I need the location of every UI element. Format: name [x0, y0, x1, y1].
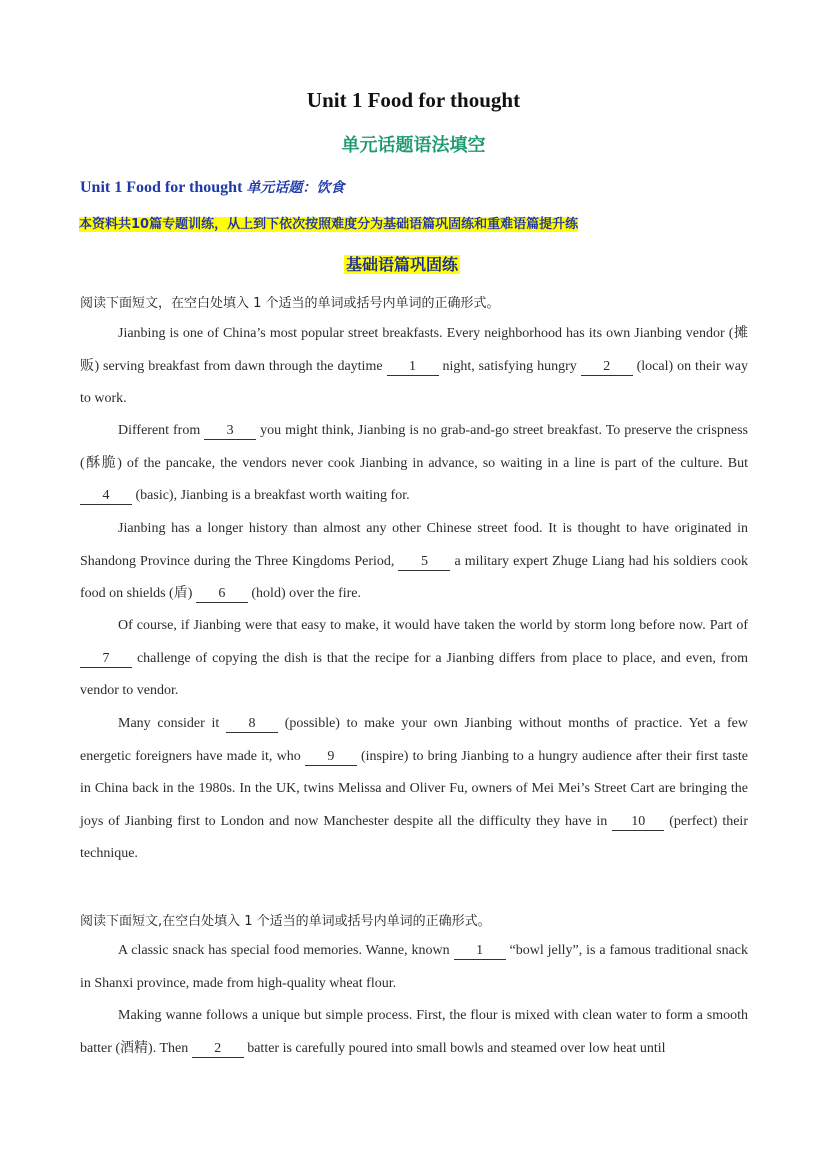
answer-blank[interactable]: 3 [204, 423, 256, 440]
section-heading-text: 基础语篇巩固练 [346, 255, 459, 274]
passage2-instruction: 阅读下面短文,在空白处填入 1 个适当的单词或括号内单词的正确形式。 [80, 914, 491, 929]
unit-topic-cn: 单元话题：饮食 [246, 180, 345, 196]
passage1-paragraph-5: Many consider it 8 (possible) to make your own Jianbing without months of practice. Yet a few energetic foreigners have made it, who 9 (inspire) to bring Jianbing to a hungry audience after their first taste in China back in the 1980s. In the UK, twins Melissa and Oliver Fu, owners of Mei Mei’s Street Cart are bringing the joys of Jianbing first to London and now Manchester despite all the difficulty they have in 10 (perfect) their technique. [80, 716, 748, 862]
answer-blank[interactable]: 8 [226, 716, 278, 733]
passage1-paragraph-2: Different from 3 you might think, Jianbing is no grab-and-go street breakfast. To preserve the crispness (酥脆) of the pancake, the vendors never cook Jianbing in advance, so waiting in a line is part of the culture. But 4 (basic), Jianbing is a breakfast worth waiting for. [80, 423, 748, 504]
passage1-paragraph-1: Jianbing is one of China’s most popular street breakfasts. Every neighborhood has its own Jianbing vendor (摊贩) serving breakfast from dawn through the daytime 1 night, satisfying hungry 2 (local) on their way to work. [80, 326, 748, 407]
notice-text: 本资料共10篇专题训练，从上到下依次按照难度分为基础语篇巩固练和重难语篇提升练 [79, 217, 579, 232]
answer-blank[interactable]: 10 [612, 814, 664, 831]
document-title: Unit 1 Food for thought [306, 88, 521, 112]
answer-blank[interactable]: 1 [454, 943, 506, 960]
document-subtitle: 单元话题语法填空 [341, 135, 486, 156]
passage1-instruction: 阅读下面短文，在空白处填入 1 个适当的单词或括号内单词的正确形式。 [80, 296, 500, 311]
answer-blank[interactable]: 5 [398, 554, 450, 571]
answer-blank[interactable]: 4 [80, 488, 132, 505]
answer-blank[interactable]: 1 [387, 359, 439, 376]
passage1-paragraph-3: Jianbing has a longer history than almost any other Chinese street food. It is thought to have originated in Shandong Province during the Three Kingdoms Period, 5 a military expert Zhuge Liang had his soldiers cook food on shields (盾) 6 (hold) over the fire. [80, 521, 748, 602]
unit-topic [80, 177, 344, 197]
answer-blank[interactable]: 2 [192, 1041, 244, 1058]
section-heading [344, 252, 460, 278]
passage1-paragraph-4: Of course, if Jianbing were that easy to make, it would have taken the world by storm long before now. Part of 7 challenge of copying the dish is that the recipe for a Jianbing differs from place to place, and even, from vendor to vendor. [80, 618, 748, 699]
answer-blank[interactable]: 2 [581, 359, 633, 376]
unit-topic-en: Unit 1 Food for thought [80, 179, 247, 196]
answer-blank[interactable]: 6 [196, 586, 248, 603]
answer-blank[interactable]: 7 [80, 651, 132, 668]
passage2-paragraph-2: Making wanne follows a unique but simple process. First, the flour is mixed with clean water to form a smooth batter (酒精). Then 2 batter is carefully poured into small bowls and steamed over low heat until [80, 1008, 748, 1056]
highlight-notice [79, 215, 645, 235]
passage2-paragraph-1: A classic snack has special food memories. Wanne, known 1 “bowl jelly”, is a famous traditional snack in Shanxi province, made from high-quality wheat flour. [80, 943, 748, 991]
answer-blank[interactable]: 9 [305, 749, 357, 766]
